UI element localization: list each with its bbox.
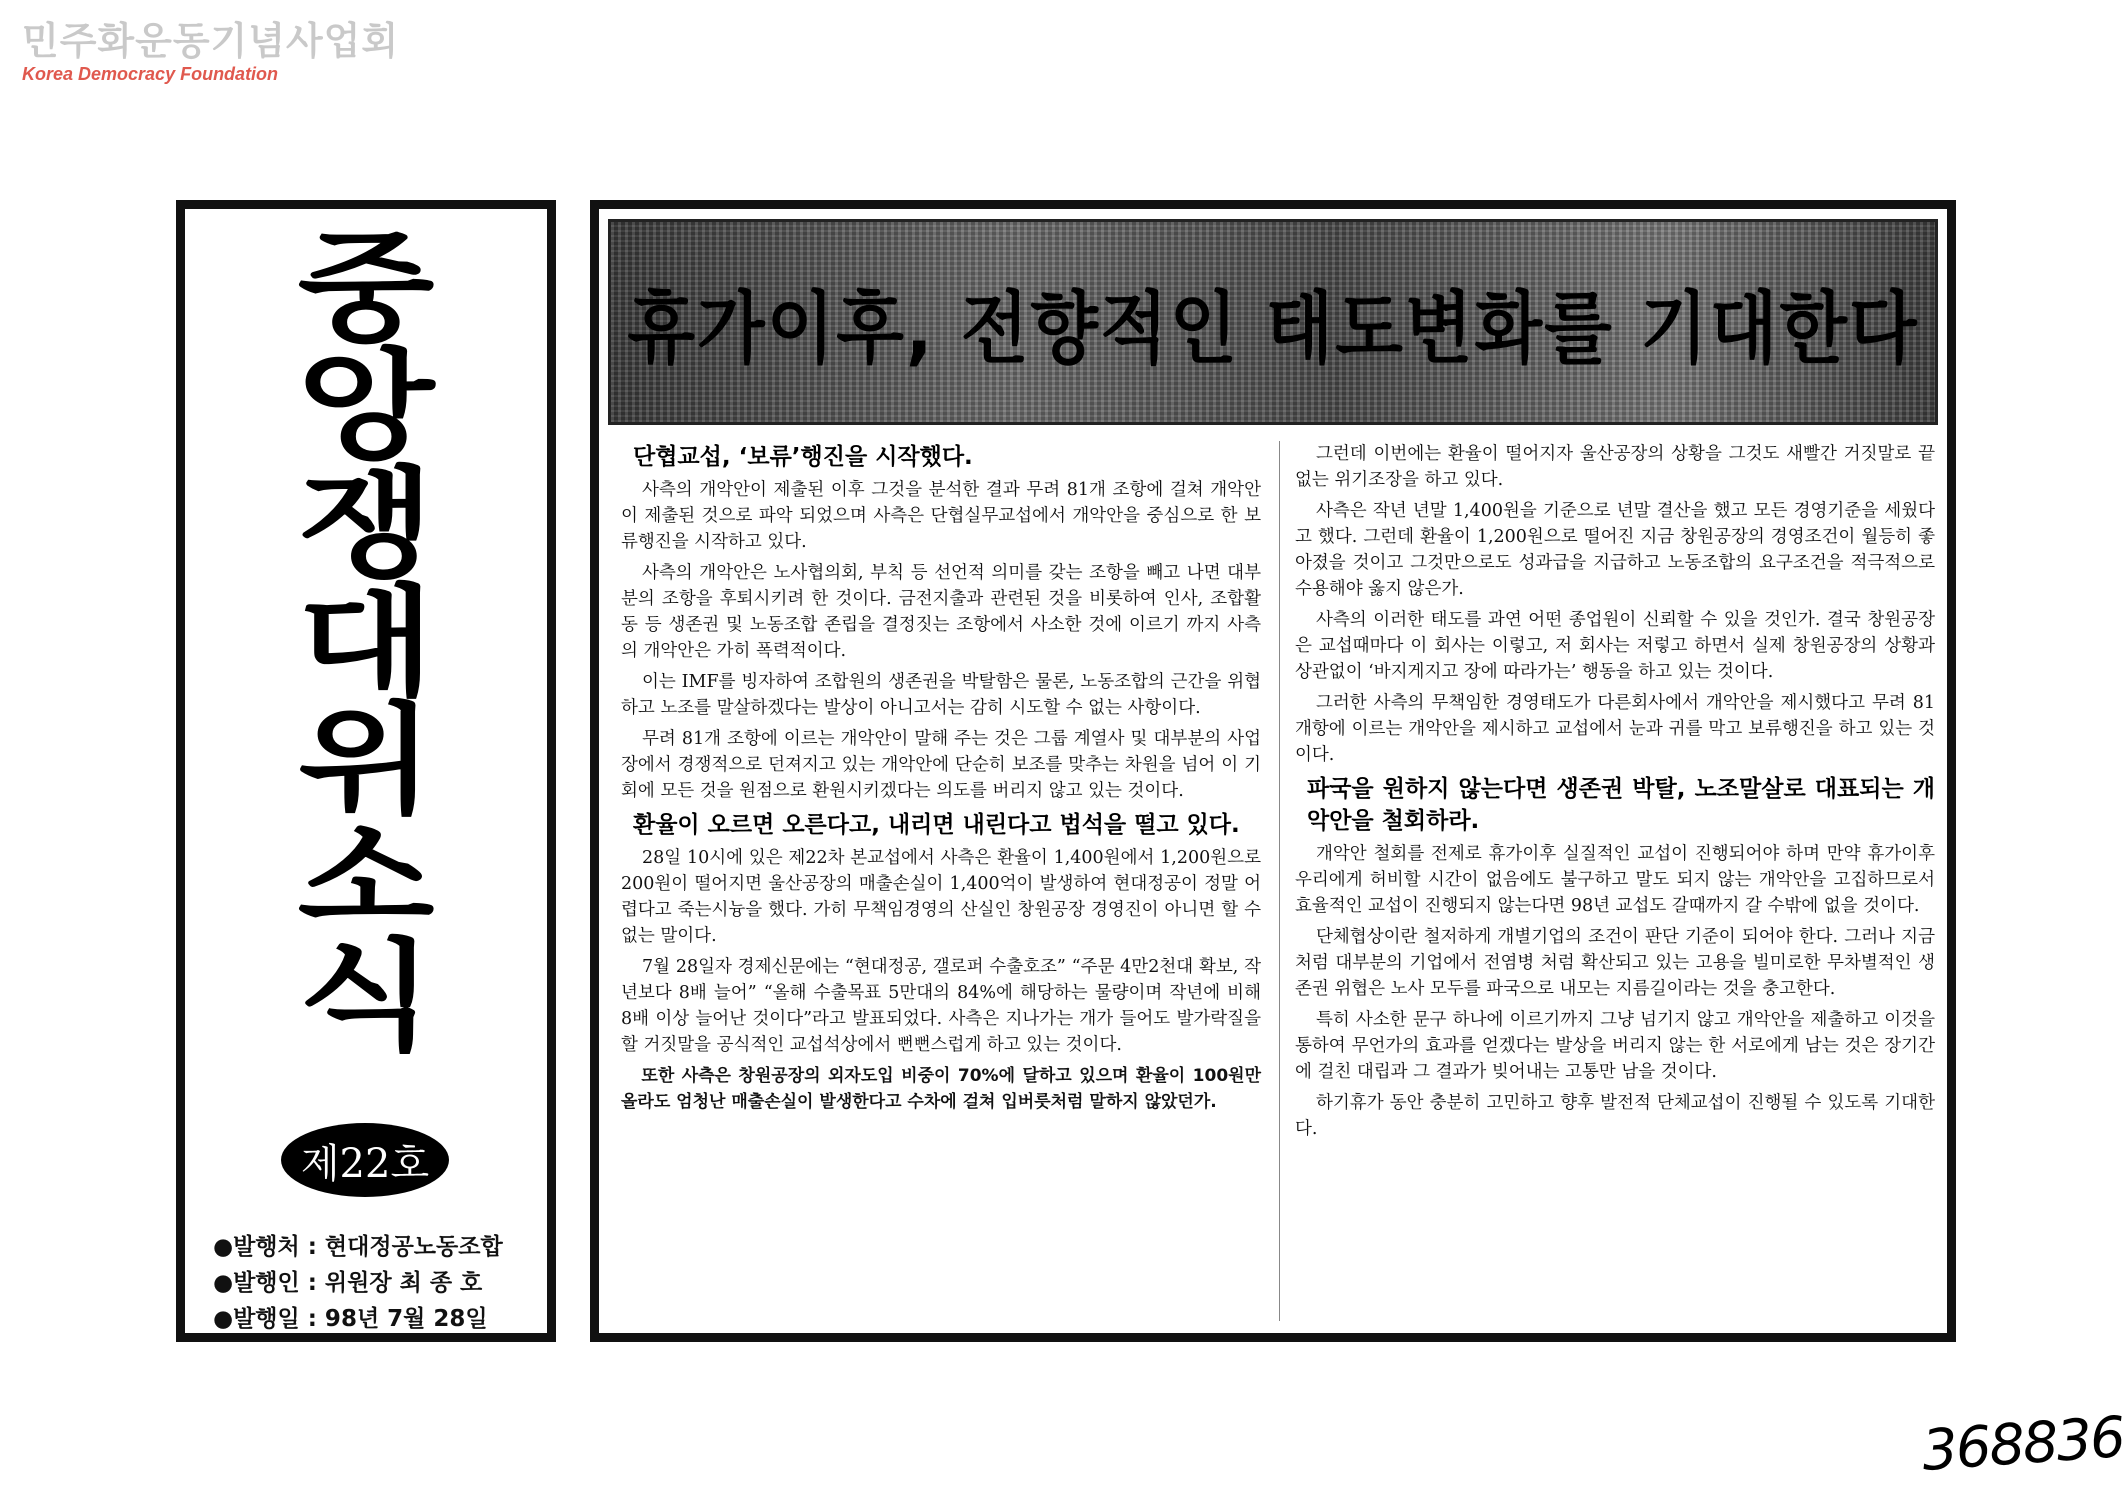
paragraph: 또한 사측은 창원공장의 외자도입 비중이 70%에 달하고 있으며 환율이 100원만 올라도 엄청난 매출손실이 발생한다고 수차에 걸쳐 입버릇처럼 말하지 않았던가.	[621, 1066, 1261, 1112]
paragraph: 단체협상이란 철저하게 개별기업의 조건이 판단 기준이 되어야 한다. 그러나 지금처럼 대부분의 기업에서 전염병 처럼 확산되고 있는 고용을 빌미로한 무차별적인 생존권 위협은 노사 모두를 파국으로 내모는 지름길이라는 것을 충고한다.	[1295, 927, 1935, 999]
publisher-line: ●발행처 : 현대정공노동조합	[213, 1234, 503, 1260]
left-column	[621, 441, 1261, 1120]
article-panel	[590, 200, 1956, 1342]
date-line: ●발행일 : 98년 7월 28일	[213, 1306, 488, 1332]
paragraph: 28일 10시에 있은 제22차 본교섭에서 사측은 환율이 1,400원에서 1,200원으로 200원이 떨어지면 울산공장의 매출손실이 1,400억이 발생하여 현대정공이 정말 어렵다고 죽는시늉을 했다. 가히 무책임경영의 산실인 창원공장 경영진이 아니면 할 수 없는 말이다.	[621, 848, 1261, 946]
subheading: 단협교섭, ‘보류’행진을 시작했다.	[633, 444, 973, 470]
headline-banner	[608, 219, 1938, 425]
paragraph: 하기휴가 동안 충분히 고민하고 향후 발전적 단체교섭이 진행될 수 있도록 기대한다.	[1295, 1093, 1935, 1139]
issue-number-badge: 제22호	[281, 1123, 449, 1197]
paragraph: 무려 81개 조항에 이르는 개악안이 말해 주는 것은 그룹 계열사 및 대부분의 사업장에서 경쟁적으로 던져지고 있는 개악안에 단순히 보조를 맞추는 차원을 넘어 이 기회에 모든 것을 원점으로 환원시키겠다는 의도를 버리지 않고 있는 것이다.	[621, 729, 1261, 801]
editor-line: ●발행인 : 위원장 최 종 호	[213, 1270, 483, 1296]
headline: 휴가이후, 전향적인 태도변화를 기대한다	[627, 282, 1919, 375]
publication-info	[213, 1229, 553, 1337]
paragraph: 개악안 철회를 전제로 휴가이후 실질적인 교섭이 진행되어야 하며 만약 휴가이후 우리에게 허비할 시간이 없음에도 불구하고 말도 되지 않는 개악안을 고집하므로서 효율적인 교섭이 진행되지 않는다면 98년 교섭도 갈때까지 갈 수밖에 없을 것이다.	[1295, 844, 1935, 916]
paragraph: 특히 사소한 문구 하나에 이르기까지 그냥 넘기지 않고 개악안을 제출하고 이것을 통하여 무언가의 효과를 얻겠다는 발상을 버리지 않는 한 서로에게 남는 것은 장기간에 걸친 대립과 그 결과가 빚어내는 고통만 남을 것이다.	[1295, 1010, 1935, 1082]
watermark-english: Korea Democracy Foundation	[22, 64, 279, 84]
title-char: 위	[297, 692, 435, 831]
paragraph: 사측의 개악안은 노사협의회, 부칙 등 선언적 의미를 갖는 조항을 빼고 나면 대부분의 조항을 후퇴시키려 한 것이다. 금전지출과 관련된 것을 비롯하여 인사, 조합활동 등 생존권 및 노동조합 존립을 결정짓는 조항에서 사소한 것에 이르기 까지 사측의 개악안은 가히 폭력적이다.	[621, 563, 1261, 661]
right-column	[1295, 441, 1935, 1147]
watermark-korean: 민주화운동기념사업회	[22, 19, 400, 63]
masthead-panel	[176, 200, 556, 1342]
paragraph: 사측의 개악안이 제출된 이후 그것을 분석한 결과 무려 81개 조항에 걸쳐 개악안이 제출된 것으로 파악 되었으며 사측은 단협실무교섭에서 개악안을 중심으로 한 보류행진을 시작하고 있다.	[621, 480, 1261, 552]
paragraph: 7월 28일자 경제신문에는 “현대정공, 갤로퍼 수출호조” “주문 4만2천대 확보, 작년보다 8배 늘어” “올해 수출목표 5만대의 84%에 해당하는 물량이며 작년에 비해 8배 이상 늘어난 것이다”라고 발표되었다. 사측은 지나가는 개가 들어도 발가락질을 할 거짓말을 공식적인 교섭석상에서 뻔뻔스럽게 하고 있는 것이다.	[621, 957, 1261, 1055]
newsletter-title	[185, 220, 547, 1067]
paragraph: 이는 IMF를 빙자하여 조합원의 생존권을 박탈함은 물론, 노동조합의 근간을 위협하고 노조를 말살하겠다는 발상이 아니고서는 감히 시도할 수 없는 사항이다.	[621, 672, 1261, 718]
subheading: 파국을 원하지 않는다면 생존권 박탈, 노조말살로 대표되는 개악안을 철회하라.	[1307, 776, 1935, 834]
paragraph: 사측은 작년 년말 1,400원을 기준으로 년말 결산을 했고 모든 경영기준을 세웠다고 했다. 그런데 환율이 1,200원으로 떨어진 지금 창원공장의 경영조건이 월등히 좋아졌을 것이고 그것만으로도 성과급을 지급하고 노동조합의 요구조건을 적극적으로 수용해야 옳지 않은가.	[1295, 501, 1935, 599]
title-char: 대	[297, 574, 435, 713]
paragraph: 사측의 이러한 태도를 과연 어떤 종업원이 신뢰할 수 있을 것인가. 결국 창원공장은 교섭때마다 이 회사는 이렇고, 저 회사는 저렇고 하면서 실제 창원공장의 상황과 상관없이 ‘바지게지고 장에 따라가는’ 행동을 하고 있는 것이다.	[1295, 610, 1935, 682]
paragraph: 그런데 이번에는 환율이 떨어지자 울산공장의 상황을 그것도 새빨간 거짓말로 끝없는 위기조장을 하고 있다.	[1295, 444, 1935, 490]
title-char: 쟁	[297, 456, 435, 595]
archive-number: 368836	[1919, 1405, 2126, 1484]
title-char: 식	[297, 928, 435, 1067]
title-char: 중	[297, 220, 435, 359]
column-divider	[1279, 441, 1280, 1321]
title-char: 소	[297, 810, 435, 949]
paragraph: 그러한 사측의 무책임한 경영태도가 다른회사에서 개악안을 제시했다고 무려 81개항에 이르는 개악안을 제시하고 교섭에서 눈과 귀를 막고 보류행진을 하고 있는 것이다.	[1295, 693, 1935, 765]
subheading: 환율이 오르면 오른다고, 내리면 내린다고 법석을 떨고 있다.	[633, 812, 1240, 838]
title-char: 앙	[297, 338, 435, 477]
